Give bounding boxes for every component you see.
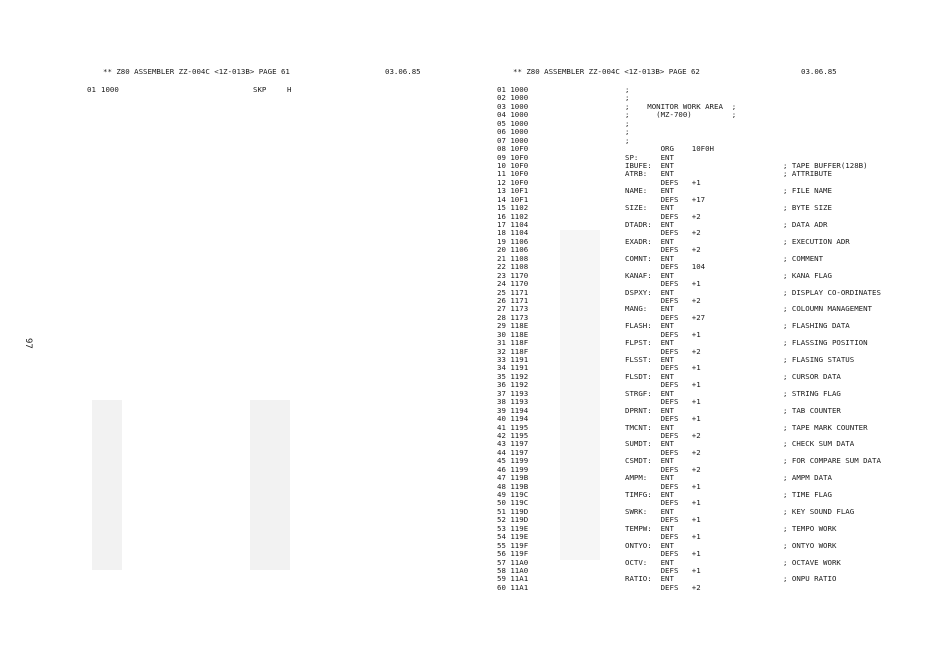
- line-address: 1108: [510, 262, 529, 272]
- line-number: 19: [497, 236, 506, 246]
- scan-shadow-left: [92, 400, 122, 570]
- side-page-number: 97: [23, 338, 33, 349]
- line-number: 31: [497, 338, 506, 348]
- line-number-address: [497, 584, 528, 592]
- comment-line: ; OCTAVE WORK: [783, 557, 841, 567]
- comment-line: [783, 111, 881, 119]
- line-number: 13: [497, 186, 506, 196]
- line-number: 05: [497, 118, 506, 128]
- source-line: IBUFE: ENT: [625, 160, 674, 170]
- comment-line: [783, 94, 881, 102]
- line-address: 1193: [510, 397, 529, 407]
- comment-line: ; ONTYO WORK: [783, 540, 837, 550]
- line-number: 16: [497, 211, 506, 221]
- source-line: COMNT: ENT: [625, 253, 674, 263]
- source-line: AMPM: ENT: [625, 473, 674, 483]
- comment-line: ; STRING FLAG: [783, 388, 841, 398]
- source-line: DEFS +1: [625, 549, 701, 559]
- line-address: 1173: [510, 304, 529, 314]
- source-line: DTADR: ENT: [625, 220, 674, 229]
- source-line: FLSDT: ENT: [625, 371, 674, 381]
- source-line: KANAF: ENT: [625, 270, 674, 280]
- line-address: 1192: [510, 380, 529, 390]
- source-line: EXADR: ENT: [625, 236, 674, 246]
- source-line: DEFS 104: [625, 262, 706, 272]
- line-address: 10F0: [510, 152, 529, 162]
- line-number: 37: [497, 388, 506, 398]
- source-line: DEFS +1: [625, 414, 701, 424]
- source-line: DEFS +2: [625, 228, 701, 238]
- comment-line: [783, 137, 881, 145]
- line-address: 1102: [510, 211, 529, 221]
- source-line: DEFS +1: [625, 380, 701, 390]
- source-line: DEFS +2: [625, 430, 701, 440]
- source-line: ;: [625, 135, 630, 145]
- comment-line: ; COMMENT: [783, 253, 824, 263]
- line-number: 22: [497, 262, 506, 272]
- line-address: 119D: [510, 515, 529, 525]
- source-line: RATIO: ENT: [625, 574, 674, 584]
- line-number: 34: [497, 363, 506, 373]
- comment-line: [783, 584, 881, 592]
- line-number: 53: [497, 523, 506, 533]
- source-line: DEFS +1: [625, 329, 701, 339]
- source-line: ;: [625, 85, 630, 94]
- line-address: 119F: [510, 549, 529, 559]
- line-number: 24: [497, 279, 506, 289]
- comment-line: ; FOR COMPARE SUM DATA: [783, 456, 881, 466]
- line-number: 14: [497, 194, 506, 204]
- source-line: DEFS +17: [625, 194, 706, 204]
- line-number: 58: [497, 565, 506, 575]
- source-line: DEFS +2: [625, 447, 701, 457]
- line-address: 10F0: [510, 160, 529, 170]
- line-address: 119E: [510, 532, 529, 542]
- source-line: ;: [625, 93, 630, 103]
- line-number: 55: [497, 540, 506, 550]
- source-line: SIZE: ENT: [625, 203, 674, 213]
- line-number: 21: [497, 253, 506, 263]
- source-line: DEFS +1: [625, 481, 701, 491]
- source-line: SP: ENT: [625, 152, 674, 162]
- source-line: DEFS +1: [625, 363, 701, 373]
- line-number: 08: [497, 144, 506, 154]
- source-line: CSMDT: ENT: [625, 456, 674, 466]
- comment-line: ; KANA FLAG: [783, 270, 832, 280]
- line-number: 30: [497, 329, 506, 339]
- line-address: 10F1: [510, 186, 529, 196]
- line-address: 119D: [510, 506, 529, 516]
- source-line: FLASH: ENT: [625, 321, 674, 331]
- line-number: 50: [497, 498, 506, 508]
- comment-line: [783, 103, 881, 111]
- source-line: DEFS +2: [625, 582, 701, 592]
- comment-line: ; TIME FLAG: [783, 490, 832, 499]
- source-line: DEFS +2: [625, 464, 701, 474]
- line-number: 44: [497, 447, 506, 457]
- line-address: 1106: [510, 236, 529, 246]
- source-line: DEFS +1: [625, 279, 701, 289]
- source-line: DPRNT: ENT: [625, 405, 674, 415]
- source-line: FLSST: ENT: [625, 355, 674, 364]
- line-number: 25: [497, 287, 506, 297]
- comment-line: ; COLOUMN MANAGEMENT: [783, 304, 872, 314]
- line-address: 1171: [510, 287, 529, 297]
- line-number: 49: [497, 490, 506, 499]
- line-address: 11A0: [510, 565, 529, 575]
- line-address: 118F: [510, 346, 529, 356]
- line-address: 1000: [510, 135, 529, 145]
- source-line: ; MONITOR WORK AREA ;: [625, 101, 737, 111]
- comment-line: ; BYTE SIZE: [783, 203, 832, 213]
- line-address: 1170: [510, 270, 529, 280]
- line-address: 1171: [510, 295, 529, 305]
- line-number: 06: [497, 127, 506, 137]
- line-number: 04: [497, 110, 506, 120]
- source-line: DEFS +1: [625, 532, 701, 542]
- source-line: SUMDT: ENT: [625, 439, 674, 449]
- line-number: 56: [497, 549, 506, 559]
- source-line: MANG: ENT: [625, 304, 674, 314]
- right-line-numbers: [497, 86, 528, 592]
- line-number: 27: [497, 304, 506, 314]
- line-address: 1199: [510, 464, 529, 474]
- line-address: 1000: [510, 101, 529, 111]
- line-address: 1173: [510, 312, 529, 322]
- line-number: 51: [497, 506, 506, 516]
- comment-line: ; ONPU RATIO: [783, 574, 837, 584]
- line-address: 1102: [510, 203, 529, 213]
- line-number: 12: [497, 177, 506, 187]
- source-line: ;: [625, 127, 630, 137]
- right-source-code: [625, 86, 736, 592]
- line-number: 33: [497, 355, 506, 364]
- source-line: DEFS +27: [625, 312, 706, 322]
- line-address: 10F1: [510, 194, 529, 204]
- line-address: 1195: [510, 430, 529, 440]
- source-line: TMCNT: ENT: [625, 422, 674, 432]
- line-number: 40: [497, 414, 506, 424]
- line-number: 57: [497, 557, 506, 567]
- source-line: DEFS +2: [625, 346, 701, 356]
- line-address: 119C: [510, 498, 529, 508]
- line-number: 36: [497, 380, 506, 390]
- comment-line: ; DATA ADR: [783, 220, 828, 229]
- source-line: DEFS +2: [625, 245, 701, 255]
- comment-line: ; FLASSING POSITION: [783, 338, 868, 348]
- source-line: DEFS +1: [625, 177, 701, 187]
- line-address: 1000: [510, 110, 529, 120]
- line-number: 47: [497, 473, 506, 483]
- comment-line: ; TEMPO WORK: [783, 523, 837, 533]
- comment-line: [783, 145, 881, 153]
- line-number: 38: [497, 397, 506, 407]
- comment-line: ; FLASING STATUS: [783, 355, 855, 364]
- source-line: DEFS +1: [625, 565, 701, 575]
- line-number: 54: [497, 532, 506, 542]
- line-number: 09: [497, 152, 506, 162]
- line-address: 119B: [510, 481, 529, 491]
- line-number: 20: [497, 245, 506, 255]
- line-address: 118E: [510, 329, 529, 339]
- comment-line: ; KEY SOUND FLAG: [783, 506, 855, 516]
- left-page-date: 03.06.85: [385, 67, 421, 76]
- left-line-number: 01: [87, 85, 96, 94]
- line-address: 1193: [510, 388, 529, 398]
- line-address: 1000: [510, 93, 529, 103]
- right-comments: [783, 86, 881, 592]
- line-address: 119B: [510, 473, 529, 483]
- scan-shadow-mid: [250, 400, 290, 570]
- line-address: 1000: [510, 118, 529, 128]
- left-line-opcode: SKP: [253, 85, 267, 94]
- line-number: 60: [497, 582, 506, 592]
- line-number: 45: [497, 456, 506, 466]
- line-number: 41: [497, 422, 506, 432]
- line-number: 10: [497, 160, 506, 170]
- left-line-address: 1000: [101, 85, 119, 94]
- source-line: NAME: ENT: [625, 186, 674, 196]
- line-address: 10F0: [510, 177, 529, 187]
- source-line: DEFS +1: [625, 397, 701, 407]
- line-number: 35: [497, 371, 506, 381]
- line-address: 1104: [510, 220, 529, 229]
- line-number: 52: [497, 515, 506, 525]
- line-address: 118E: [510, 321, 529, 331]
- comment-line: ; DISPLAY CO-ORDINATES: [783, 287, 881, 297]
- line-address: 11A0: [510, 557, 529, 567]
- comment-line: ; ATTRIBUTE: [783, 169, 832, 179]
- source-line: ; (MZ-700) ;: [625, 110, 737, 120]
- comment-line: ; AMPM DATA: [783, 473, 832, 483]
- left-page-header: ** Z80 ASSEMBLER ZZ-004C <1Z-013B> PAGE 61: [103, 67, 290, 76]
- comment-line: ; EXECUTION ADR: [783, 236, 850, 246]
- line-number: 17: [497, 220, 506, 229]
- comment-line: ; TAPE MARK COUNTER: [783, 422, 868, 432]
- line-address: 1197: [510, 447, 529, 457]
- source-line: SWRK: ENT: [625, 506, 674, 516]
- source-line: DEFS +1: [625, 498, 701, 508]
- source-line: ATRB: ENT: [625, 169, 674, 179]
- source-line: DEFS +2: [625, 295, 701, 305]
- source-line: ;: [625, 118, 630, 128]
- line-number: 01: [497, 85, 506, 94]
- scan-shadow-right: [560, 230, 600, 560]
- line-address: 10F0: [510, 144, 529, 154]
- line-address: 1192: [510, 371, 529, 381]
- comment-line: [783, 128, 881, 136]
- line-address: 1195: [510, 422, 529, 432]
- line-number: 07: [497, 135, 506, 145]
- source-line: ONTYO: ENT: [625, 540, 674, 550]
- line-number: 23: [497, 270, 506, 280]
- line-address: 119E: [510, 523, 529, 533]
- comment-line: [783, 86, 881, 94]
- line-number: 26: [497, 295, 506, 305]
- right-page-date: 03.06.85: [801, 67, 837, 76]
- line-number: 46: [497, 464, 506, 474]
- line-address: 1000: [510, 85, 529, 94]
- comment-line: ; FILE NAME: [783, 186, 832, 196]
- line-address: 1000: [510, 127, 529, 137]
- source-line: DEFS +1: [625, 515, 701, 525]
- line-address: 1194: [510, 405, 529, 415]
- line-number: 32: [497, 346, 506, 356]
- line-address: 1191: [510, 355, 529, 364]
- line-address: 1106: [510, 245, 529, 255]
- line-address: 11A1: [510, 574, 529, 584]
- source-line: STRGF: ENT: [625, 388, 674, 398]
- line-address: 119C: [510, 490, 529, 499]
- left-line-operand: H: [287, 85, 292, 94]
- line-address: 11A1: [510, 582, 529, 592]
- source-line: TEMPW: ENT: [625, 523, 674, 533]
- source-line: FLPST: ENT: [625, 338, 674, 348]
- line-number: 11: [497, 169, 506, 179]
- line-address: 1191: [510, 363, 529, 373]
- line-address: 1199: [510, 456, 529, 466]
- source-line: TIMFG: ENT: [625, 490, 674, 499]
- line-number: 18: [497, 228, 506, 238]
- line-address: 1104: [510, 228, 529, 238]
- line-address: 119F: [510, 540, 529, 550]
- line-number: 59: [497, 574, 506, 584]
- line-address: 118F: [510, 338, 529, 348]
- comment-line: ; TAB COUNTER: [783, 405, 841, 415]
- line-number: 29: [497, 321, 506, 331]
- line-number: 43: [497, 439, 506, 449]
- line-address: 1108: [510, 253, 529, 263]
- line-number: 39: [497, 405, 506, 415]
- comment-line: ; CHECK SUM DATA: [783, 439, 855, 449]
- line-number: 03: [497, 101, 506, 111]
- line-address: 10F0: [510, 169, 529, 179]
- source-line: ORG 10F0H: [625, 144, 714, 154]
- comment-line: ; TAPE BUFFER(128B): [783, 160, 868, 170]
- line-number: 42: [497, 430, 506, 440]
- source-line: DSPXY: ENT: [625, 287, 674, 297]
- line-number: 48: [497, 481, 506, 491]
- source-line: DEFS +2: [625, 211, 701, 221]
- line-address: 1194: [510, 414, 529, 424]
- line-number: 28: [497, 312, 506, 322]
- comment-line: ; CURSOR DATA: [783, 371, 841, 381]
- comment-line: [783, 120, 881, 128]
- comment-line: ; FLASHING DATA: [783, 321, 850, 331]
- source-line: OCTV: ENT: [625, 557, 674, 567]
- line-address: 1170: [510, 279, 529, 289]
- right-page-header: ** Z80 ASSEMBLER ZZ-004C <1Z-013B> PAGE 62: [513, 67, 700, 76]
- line-number: 02: [497, 93, 506, 103]
- line-number: 15: [497, 203, 506, 213]
- line-address: 1197: [510, 439, 529, 449]
